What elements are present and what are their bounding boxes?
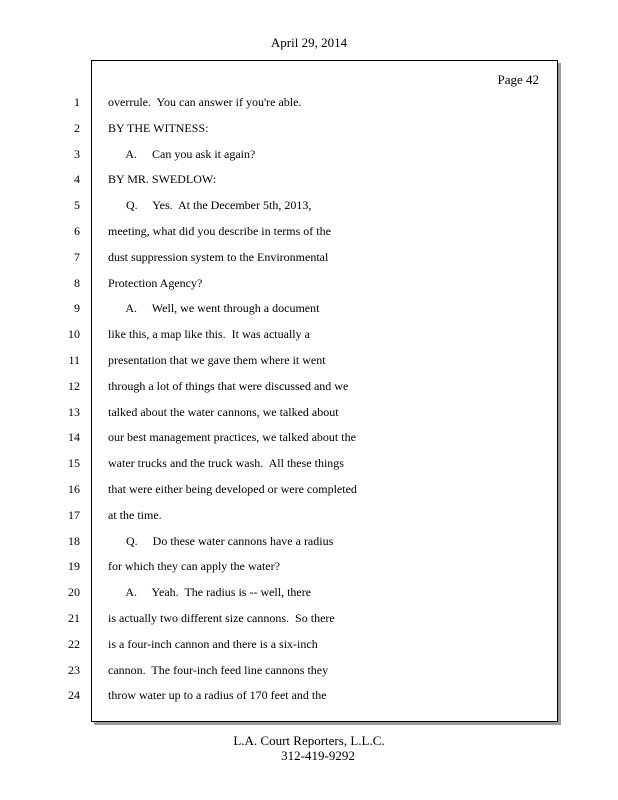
line-number: 16: [68, 482, 80, 496]
line-number: 6: [74, 224, 80, 238]
line-text: for which they can apply the water?: [108, 559, 280, 573]
line-text: A. Yeah. The radius is -- well, there: [108, 585, 312, 599]
line-text: overrule. You can answer if you're able.: [108, 95, 302, 109]
line-number: 23: [68, 663, 80, 677]
line-text: like this, a map like this. It was actually a: [108, 327, 310, 341]
line-text: A. Can you ask it again?: [108, 147, 256, 161]
line-text: Q. Do these water cannons have a radius: [108, 534, 334, 548]
line-number: 8: [74, 276, 80, 290]
line-text: is actually two different size cannons. So there: [108, 611, 335, 625]
line-text: presentation that we gave them where it went: [108, 353, 326, 367]
line-number: 21: [68, 611, 80, 625]
line-text: BY MR. SWEDLOW:: [108, 172, 217, 186]
line-number: 17: [68, 508, 80, 522]
line-text: through a lot of things that were discussed and we: [108, 379, 349, 393]
line-text: Protection Agency?: [108, 276, 203, 290]
line-number: 12: [68, 379, 80, 393]
line-text: water trucks and the truck wash. All these things: [108, 456, 344, 470]
page-number: Page 42: [497, 72, 539, 87]
line-number: 15: [68, 456, 80, 470]
line-text: that were either being developed or were completed: [108, 482, 357, 496]
line-text: A. Well, we went through a document: [108, 301, 320, 315]
line-number: 5: [74, 198, 80, 212]
line-text: Q. Yes. At the December 5th, 2013,: [108, 198, 312, 212]
footer-phone: 312-419-9292: [281, 748, 355, 763]
line-number: 4: [74, 172, 80, 186]
line-text: throw water up to a radius of 170 feet and the: [108, 688, 327, 702]
line-number: 14: [68, 430, 80, 444]
line-text: BY THE WITNESS:: [108, 121, 209, 135]
line-text: talked about the water cannons, we talked about: [108, 405, 339, 419]
line-text: dust suppression system to the Environmental: [108, 250, 329, 264]
footer-company: L.A. Court Reporters, L.L.C.: [233, 733, 385, 748]
line-number: 22: [68, 637, 80, 651]
line-number: 20: [68, 585, 80, 599]
line-number: 13: [68, 405, 80, 419]
line-number: 11: [68, 353, 80, 367]
line-number: 2: [74, 121, 80, 135]
line-number: 3: [74, 147, 80, 161]
line-number: 10: [68, 327, 80, 341]
header-date: April 29, 2014: [270, 35, 348, 50]
line-number: 19: [68, 559, 80, 573]
line-text: our best management practices, we talked about the: [108, 430, 356, 444]
line-text: at the time.: [108, 508, 162, 522]
line-number: 24: [68, 688, 80, 702]
line-text: is a four-inch cannon and there is a six-inch: [108, 637, 318, 651]
line-number: 9: [74, 301, 80, 315]
line-text: meeting, what did you describe in terms of the: [108, 224, 331, 238]
line-number: 1: [74, 95, 80, 109]
line-number: 7: [74, 250, 80, 264]
line-text: cannon. The four-inch feed line cannons they: [108, 663, 329, 677]
line-number: 18: [68, 534, 80, 548]
